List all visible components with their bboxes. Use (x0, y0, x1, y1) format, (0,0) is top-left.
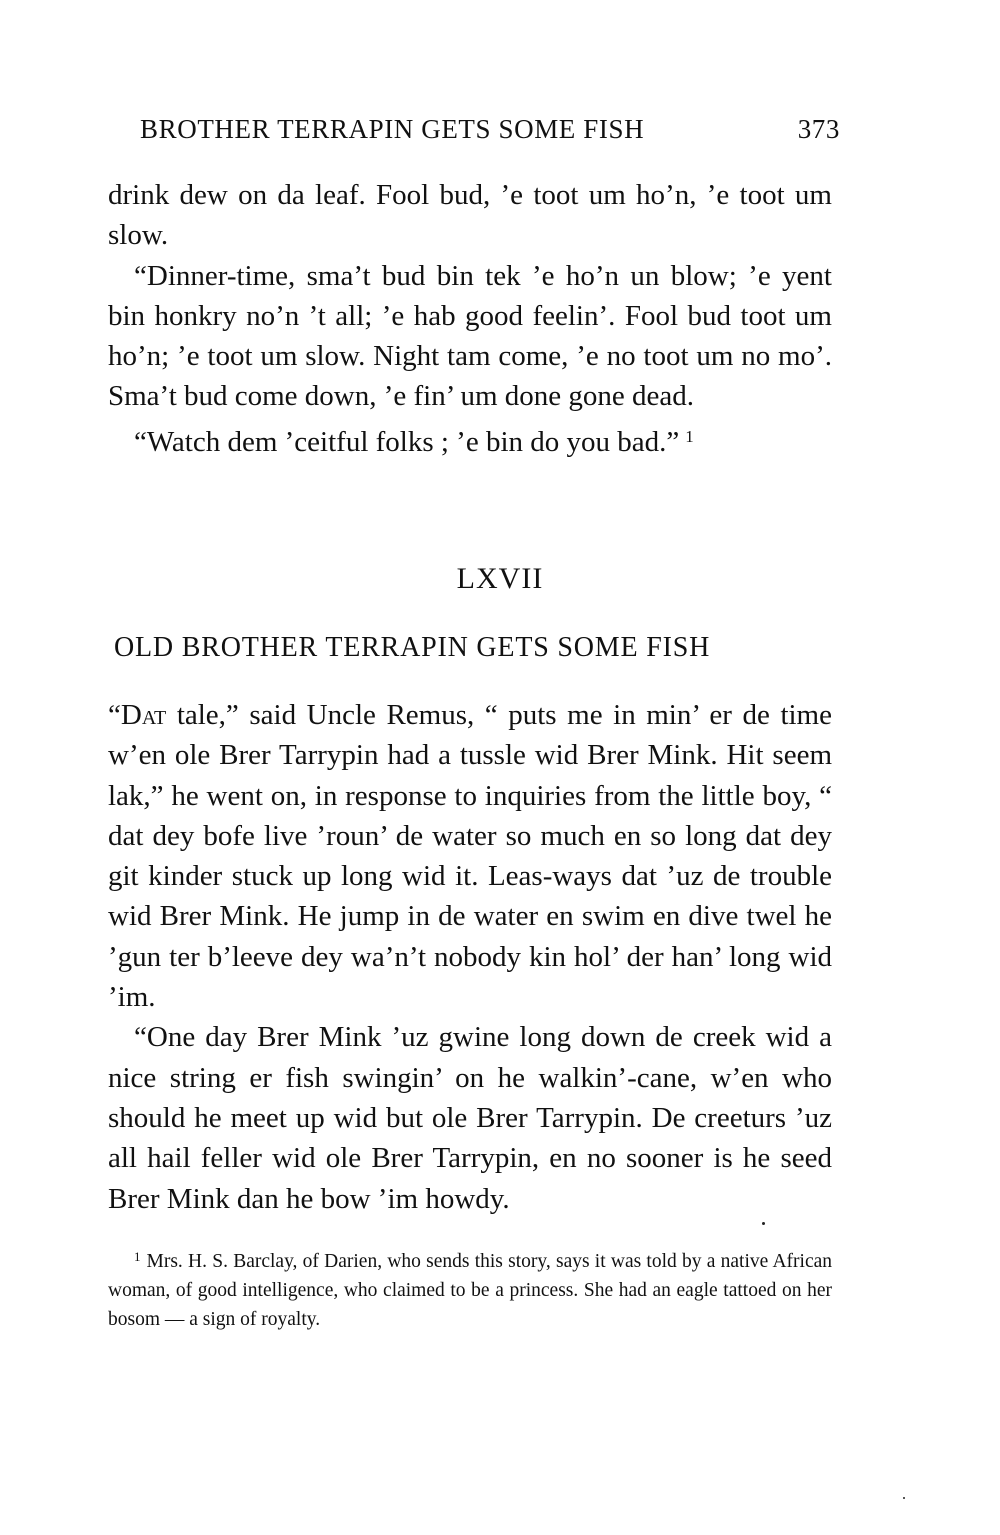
paragraph: drink dew on da leaf. Fool bud, ’e toot um ho’n, ’e toot um slow. (108, 179, 832, 252)
footnote (108, 1242, 832, 1334)
small-caps-opening: Dat (120, 699, 167, 731)
paragraph (108, 695, 832, 1017)
chapter-title: OLD BROTHER TERRAPIN GETS SOME FISH (114, 632, 711, 663)
paragraph-text: tale,” said Uncle Remus, “ puts me in min’ er de time w’en ole Brer Tarrypin had a tussle wid Brer Mink. Hit seem lak,” he went on, in response to inquiries from the little boy, “ dat dey bofe live ’roun’ de water so much en so long dat dey git kinder stuck up long wid it. Leas-ways dat ’uz de trouble wid Brer Mink. He jump in de water en swim en dive twel he ’gun ter b’leeve dey wa’n’t nobody kin hol’ der han’ long wid ’im. (108, 699, 832, 1014)
paragraph-text: “Watch dem ’ceitful folks ; ’e bin do you bad.” (134, 425, 680, 458)
paragraph (108, 417, 832, 462)
footnote-text: Mrs. H. S. Barclay, of Darien, who sends this story, says it was told by a native African woman, of good intelligence, who claimed to be a princess. She had an eagle tattoed on her bosom — a sign of royalty. (108, 1251, 832, 1330)
continuation-text (108, 175, 832, 462)
paragraph: “One day Brer Mink ’uz gwine long down de creek wid a nice string er fish swingin’ on he walkin’-cane, w’en who should he meet up wid but ole Brer Tarrypin. De creeturs ’uz all hail feller wid ole Brer Tarrypin, en no sooner is he seed Brer Mink dan he bow ’im howdy. (108, 1021, 832, 1215)
ink-speck (903, 1497, 905, 1499)
ink-speck (762, 1222, 765, 1225)
footnote-mark: 1 (134, 1249, 141, 1264)
footnote-reference[interactable]: 1 (685, 426, 694, 446)
page-number: 373 (797, 114, 840, 144)
chapter-number: LXVII (456, 562, 544, 595)
story-text (108, 695, 832, 1219)
paragraph: “Dinner-time, sma’t bud bin tek ’e ho’n un blow; ’e yent bin honkry no’n ’t all; ’e hab good feelin’. Fool bud toot um ho’n; ’e toot um slow. Night tam come, ’e no toot um no mo’. Sma’t bud come down, ’e fin’ um done gone dead. (108, 259, 832, 413)
open-quote: “ (108, 699, 121, 731)
running-head (140, 114, 840, 145)
footnote-paragraph (108, 1242, 832, 1334)
running-head-title: BROTHER TERRAPIN GETS SOME FISH (140, 114, 645, 144)
